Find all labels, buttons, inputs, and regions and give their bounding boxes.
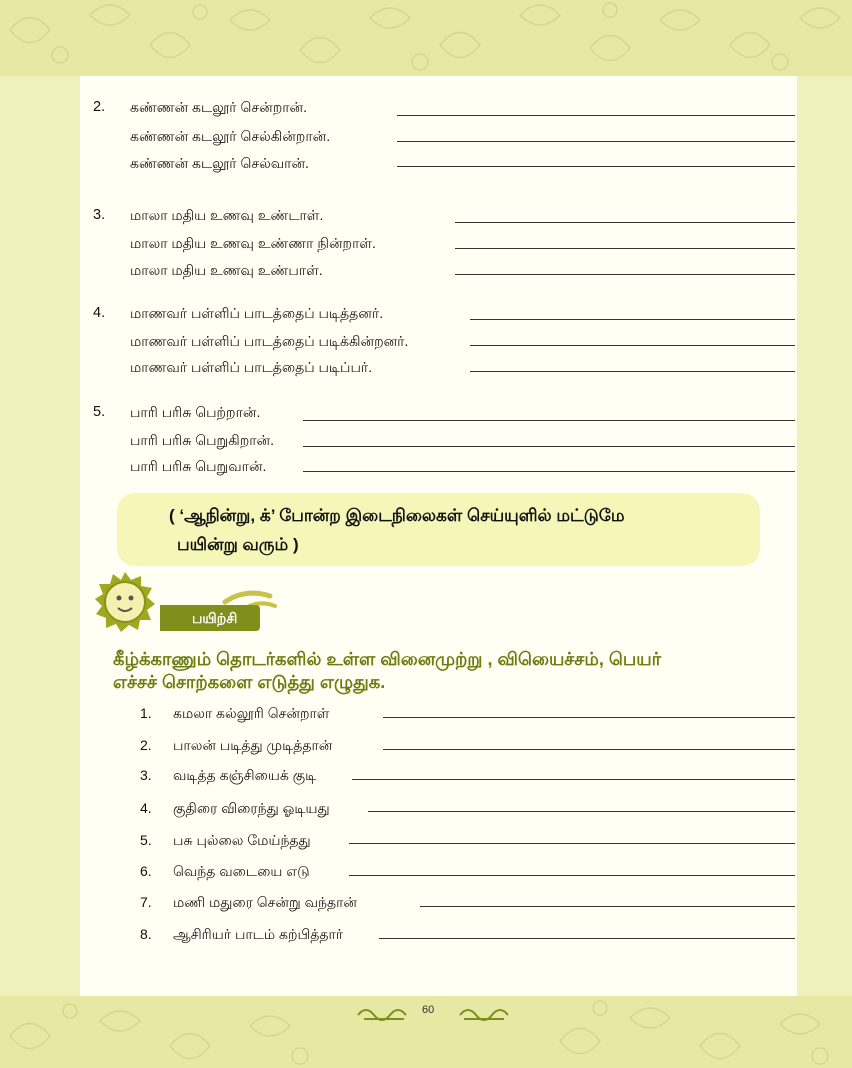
sentence: மாணவர் பள்ளிப் பாடத்தைப் படிப்பர். [130, 359, 373, 375]
item-text: கமலா கல்லூரி சென்றாள் [173, 705, 330, 721]
item-text: ஆசிரியர் பாடம் கற்பித்தார் [173, 926, 344, 942]
page-number: 60 [422, 1004, 435, 1016]
sentence: கண்ணன் கடலூர் சென்றான். [130, 99, 308, 115]
instruction-line-1: கீழ்க்காணும் தொடர்களில் உள்ள வினைமுற்று , வியைெச்சம், பெயர் [113, 649, 662, 669]
item-number: 6. [140, 863, 152, 879]
list-item [137, 832, 797, 856]
item-text: மணி மதுரை சென்று வந்தான் [173, 894, 357, 910]
note-line-2: பயின்று வரும் ) [177, 535, 299, 554]
sentence: கண்ணன் கடலூர் செல்வான். [130, 155, 309, 171]
item-number: 5. [140, 832, 152, 848]
item-number: 4. [140, 800, 152, 816]
answer-line[interactable] [349, 843, 795, 844]
sentence: கண்ணன் கடலூர் செல்கின்றான். [130, 128, 331, 144]
list-item [137, 705, 797, 729]
answer-line[interactable] [455, 222, 795, 223]
page-footer [352, 1001, 512, 1025]
list-item [137, 800, 797, 824]
item-number: 2. [140, 737, 152, 753]
answer-line[interactable] [455, 274, 795, 275]
leaf-pattern-top [0, 0, 852, 76]
sentence: மாலா மதிய உணவு உண்டாள். [130, 207, 324, 223]
exercise-number: 2. [93, 99, 106, 115]
exercise-number: 5. [93, 404, 106, 420]
practice-badge [95, 572, 285, 636]
note-line-1: ( ‘ஆநின்று, க்’ போன்ற இடைநிலைகள் செய்யுளில் மட்டுமே [169, 506, 625, 525]
answer-line[interactable] [397, 166, 795, 167]
item-number: 7. [140, 894, 152, 910]
list-item [137, 767, 797, 791]
answer-line[interactable] [383, 717, 795, 718]
instruction [113, 648, 773, 694]
sentence: பாரி பரிசு பெறுகிறான். [130, 432, 275, 448]
list-item [137, 863, 797, 887]
sentence: பாரி பரிசு பெறுவான். [130, 458, 267, 474]
item-number: 8. [140, 926, 152, 942]
answer-line[interactable] [352, 779, 795, 780]
answer-line[interactable] [303, 446, 795, 447]
sentence: பாரி பரிசு பெற்றான். [130, 404, 261, 420]
answer-line[interactable] [397, 141, 795, 142]
note-box [117, 493, 760, 566]
exercise-number: 3. [93, 207, 106, 223]
answer-line[interactable] [455, 248, 795, 249]
item-number: 3. [140, 767, 152, 783]
answer-line[interactable] [470, 345, 795, 346]
sentence: மாணவர் பள்ளிப் பாடத்தைப் படித்தனர். [130, 305, 384, 321]
item-text: குதிரை விரைந்து ஓடியது [173, 800, 330, 816]
instruction-line-2: எச்சச் சொற்களை எடுத்து எழுதுக. [113, 672, 386, 692]
sentence: மாணவர் பள்ளிப் பாடத்தைப் படிக்கின்றனர். [130, 333, 409, 349]
practice-label: பயிற்சி [160, 605, 260, 631]
sentence: மாலா மதிய உணவு உண்பாள். [130, 262, 323, 278]
answer-line[interactable] [420, 906, 795, 907]
answer-line[interactable] [383, 749, 795, 750]
item-text: பசு புல்லை மேய்ந்தது [173, 832, 311, 848]
answer-line[interactable] [397, 115, 795, 116]
answer-line[interactable] [470, 319, 795, 320]
list-item [137, 894, 797, 918]
answer-line[interactable] [303, 471, 795, 472]
answer-line[interactable] [303, 420, 795, 421]
top-decorative-band [0, 0, 852, 76]
list-item [137, 926, 797, 950]
exercise-number: 4. [93, 305, 106, 321]
item-number: 1. [140, 705, 152, 721]
answer-line[interactable] [379, 938, 795, 939]
answer-line[interactable] [349, 875, 795, 876]
item-text: வடித்த கஞ்சியைக் குடி [173, 767, 317, 783]
answer-line[interactable] [368, 811, 795, 812]
item-text: பாலன் படித்து முடித்தான் [173, 737, 333, 753]
sentence: மாலா மதிய உணவு உண்ணா நின்றாள். [130, 235, 376, 251]
answer-line[interactable] [470, 371, 795, 372]
list-item [137, 737, 797, 761]
note-text [169, 501, 749, 559]
item-text: வெந்த வடையை எடு [173, 863, 310, 879]
